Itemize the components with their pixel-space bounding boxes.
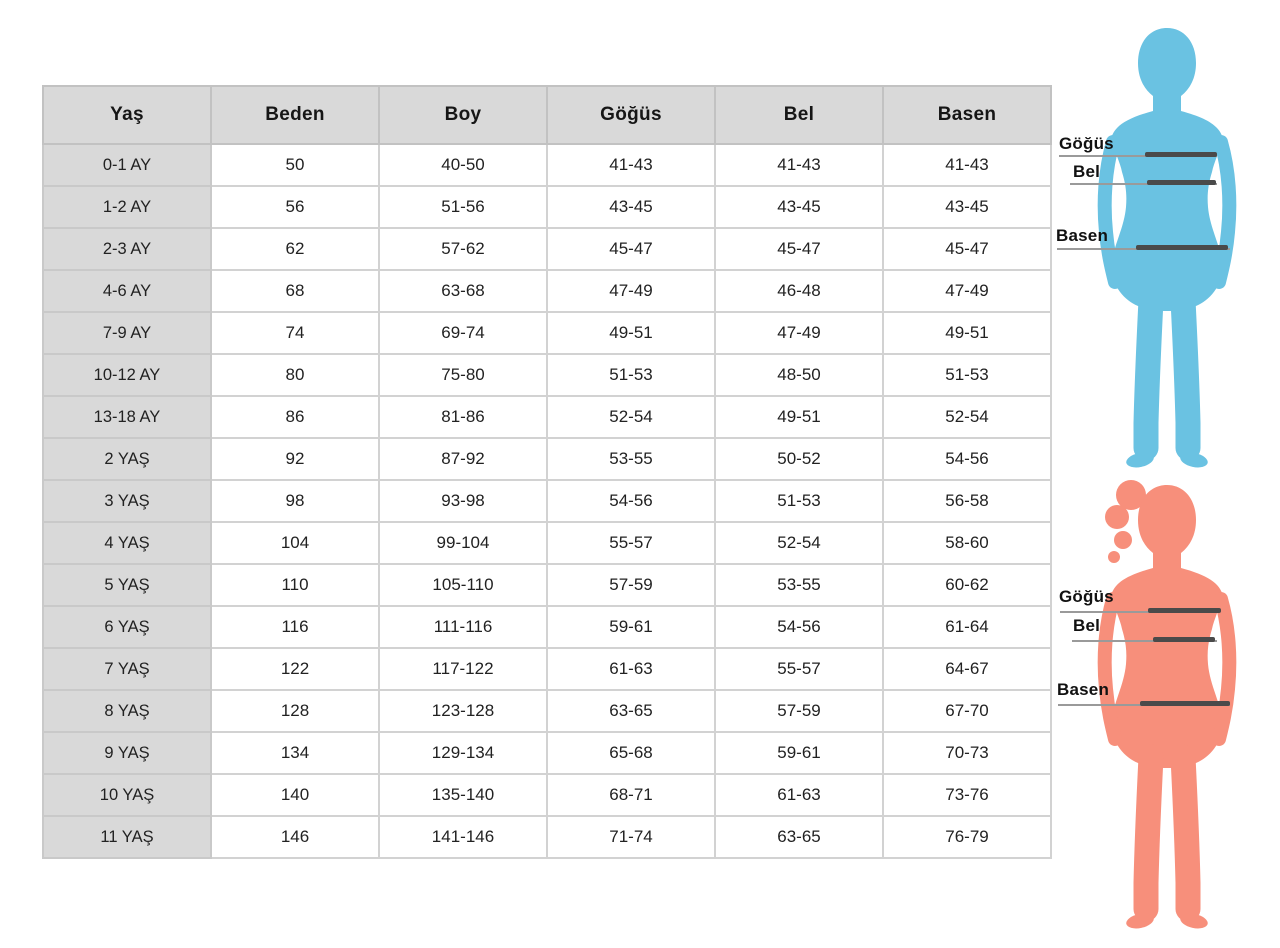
table-cell: 117-122	[379, 648, 547, 690]
girl-ponytail	[1108, 551, 1120, 563]
table-cell: 76-79	[883, 816, 1051, 858]
table-cell: 49-51	[715, 396, 883, 438]
table-cell: 40-50	[379, 144, 547, 186]
table-cell: 93-98	[379, 480, 547, 522]
chest-measure-bar	[1145, 152, 1217, 157]
table-cell: 63-65	[715, 816, 883, 858]
table-cell: 54-56	[715, 606, 883, 648]
table-cell: 51-56	[379, 186, 547, 228]
girl-right-leg	[1183, 757, 1188, 909]
table-cell: 50	[211, 144, 379, 186]
table-cell: 60-62	[883, 564, 1051, 606]
table-cell: 56	[211, 186, 379, 228]
table-row	[43, 564, 1051, 606]
table-cell: 65-68	[547, 732, 715, 774]
table-cell: 98	[211, 480, 379, 522]
age-cell: 7 YAŞ	[43, 648, 211, 690]
chest-label: Göğüs	[1059, 587, 1114, 606]
table-row	[43, 480, 1051, 522]
age-cell: 6 YAŞ	[43, 606, 211, 648]
girl-ponytail	[1105, 505, 1129, 529]
table-row	[43, 690, 1051, 732]
table-cell: 57-59	[715, 690, 883, 732]
age-cell: 5 YAŞ	[43, 564, 211, 606]
table-cell: 129-134	[379, 732, 547, 774]
hip-measure-bar	[1140, 701, 1230, 706]
table-cell: 74	[211, 312, 379, 354]
age-cell: 4 YAŞ	[43, 522, 211, 564]
table-cell: 45-47	[547, 228, 715, 270]
table-row	[43, 816, 1051, 858]
table-cell: 47-49	[715, 312, 883, 354]
woman-right-arm	[1219, 142, 1229, 282]
age-cell: 2 YAŞ	[43, 438, 211, 480]
table-cell: 52-54	[547, 396, 715, 438]
table-cell: 80	[211, 354, 379, 396]
table-cell: 61-63	[715, 774, 883, 816]
table-cell: 41-43	[883, 144, 1051, 186]
table-cell: 63-68	[379, 270, 547, 312]
table-cell: 47-49	[883, 270, 1051, 312]
woman-left-leg	[1146, 300, 1151, 448]
table-cell: 86	[211, 396, 379, 438]
table-row	[43, 648, 1051, 690]
table-cell: 50-52	[715, 438, 883, 480]
column-header: Bel	[715, 86, 883, 144]
table-row	[43, 606, 1051, 648]
girl-left-leg	[1146, 757, 1151, 909]
hip-label: Basen	[1057, 680, 1110, 699]
table-cell: 47-49	[547, 270, 715, 312]
table-cell: 68-71	[547, 774, 715, 816]
table-cell: 141-146	[379, 816, 547, 858]
table-cell: 92	[211, 438, 379, 480]
table-cell: 55-57	[547, 522, 715, 564]
column-header: Yaş	[43, 86, 211, 144]
column-header: Beden	[211, 86, 379, 144]
table-cell: 62	[211, 228, 379, 270]
age-cell: 0-1 AY	[43, 144, 211, 186]
age-cell: 10-12 AY	[43, 354, 211, 396]
table-cell: 105-110	[379, 564, 547, 606]
waist-label: Bel	[1073, 616, 1101, 635]
table-cell: 71-74	[547, 816, 715, 858]
table-cell: 99-104	[379, 522, 547, 564]
table-cell: 49-51	[883, 312, 1051, 354]
table-cell: 54-56	[547, 480, 715, 522]
table-cell: 67-70	[883, 690, 1051, 732]
age-cell: 9 YAŞ	[43, 732, 211, 774]
waist-measure-bar	[1147, 180, 1216, 185]
table-row	[43, 270, 1051, 312]
table-cell: 54-56	[883, 438, 1051, 480]
girl-right-arm	[1219, 599, 1229, 739]
chest-label: Göğüs	[1059, 134, 1114, 153]
size-table	[42, 85, 1052, 859]
table-row	[43, 522, 1051, 564]
woman-right-leg	[1183, 300, 1188, 448]
table-cell: 134	[211, 732, 379, 774]
table-cell: 61-64	[883, 606, 1051, 648]
age-cell: 10 YAŞ	[43, 774, 211, 816]
age-cell: 11 YAŞ	[43, 816, 211, 858]
table-cell: 53-55	[547, 438, 715, 480]
table-body	[43, 144, 1051, 858]
table-cell: 81-86	[379, 396, 547, 438]
table-cell: 75-80	[379, 354, 547, 396]
table-cell: 140	[211, 774, 379, 816]
table-cell: 57-59	[547, 564, 715, 606]
table-cell: 45-47	[715, 228, 883, 270]
table-cell: 55-57	[715, 648, 883, 690]
table-cell: 135-140	[379, 774, 547, 816]
age-cell: 2-3 AY	[43, 228, 211, 270]
table-cell: 116	[211, 606, 379, 648]
girl-body	[1111, 485, 1223, 768]
table-row	[43, 312, 1051, 354]
table-cell: 111-116	[379, 606, 547, 648]
table-cell: 46-48	[715, 270, 883, 312]
age-cell: 13-18 AY	[43, 396, 211, 438]
table-cell: 49-51	[547, 312, 715, 354]
table-cell: 123-128	[379, 690, 547, 732]
table-cell: 64-67	[883, 648, 1051, 690]
age-cell: 7-9 AY	[43, 312, 211, 354]
woman-left-arm	[1105, 142, 1115, 282]
table-row	[43, 732, 1051, 774]
table-cell: 68	[211, 270, 379, 312]
girl-left-arm	[1105, 599, 1115, 739]
table-row	[43, 186, 1051, 228]
woman-body	[1111, 28, 1223, 311]
table-cell: 59-61	[715, 732, 883, 774]
table-cell: 43-45	[547, 186, 715, 228]
column-header: Basen	[883, 86, 1051, 144]
table-cell: 128	[211, 690, 379, 732]
table-cell: 45-47	[883, 228, 1051, 270]
table-row	[43, 396, 1051, 438]
table-cell: 52-54	[883, 396, 1051, 438]
age-cell: 1-2 AY	[43, 186, 211, 228]
table-cell: 41-43	[715, 144, 883, 186]
table-cell: 58-60	[883, 522, 1051, 564]
girl-ponytail	[1114, 531, 1132, 549]
table-cell: 146	[211, 816, 379, 858]
table-row	[43, 144, 1051, 186]
table-cell: 51-53	[547, 354, 715, 396]
table-cell: 51-53	[715, 480, 883, 522]
table-cell: 52-54	[715, 522, 883, 564]
waist-label: Bel	[1073, 162, 1101, 181]
table-row	[43, 438, 1051, 480]
table-cell: 70-73	[883, 732, 1051, 774]
table-row	[43, 228, 1051, 270]
column-header: Boy	[379, 86, 547, 144]
age-cell: 8 YAŞ	[43, 690, 211, 732]
table-cell: 87-92	[379, 438, 547, 480]
table-cell: 48-50	[715, 354, 883, 396]
table-row	[43, 354, 1051, 396]
age-cell: 4-6 AY	[43, 270, 211, 312]
table-row	[43, 774, 1051, 816]
table-cell: 53-55	[715, 564, 883, 606]
chest-measure-bar	[1148, 608, 1221, 613]
table-cell: 51-53	[883, 354, 1051, 396]
table-header-row	[43, 86, 1051, 144]
table-row	[43, 86, 1051, 144]
table-cell: 73-76	[883, 774, 1051, 816]
table-cell: 43-45	[715, 186, 883, 228]
column-header: Göğüs	[547, 86, 715, 144]
hip-label: Basen	[1056, 226, 1109, 245]
table-cell: 122	[211, 648, 379, 690]
waist-measure-bar	[1153, 637, 1215, 642]
hip-measure-bar	[1136, 245, 1228, 250]
table-cell: 41-43	[547, 144, 715, 186]
table-cell: 61-63	[547, 648, 715, 690]
figure-block-woman	[1055, 18, 1280, 473]
table-cell: 104	[211, 522, 379, 564]
figure-block-girl	[1055, 475, 1280, 935]
table-cell: 69-74	[379, 312, 547, 354]
age-cell: 3 YAŞ	[43, 480, 211, 522]
table-cell: 59-61	[547, 606, 715, 648]
table-cell: 63-65	[547, 690, 715, 732]
table-cell: 110	[211, 564, 379, 606]
table-cell: 56-58	[883, 480, 1051, 522]
table-cell: 57-62	[379, 228, 547, 270]
table-cell: 43-45	[883, 186, 1051, 228]
